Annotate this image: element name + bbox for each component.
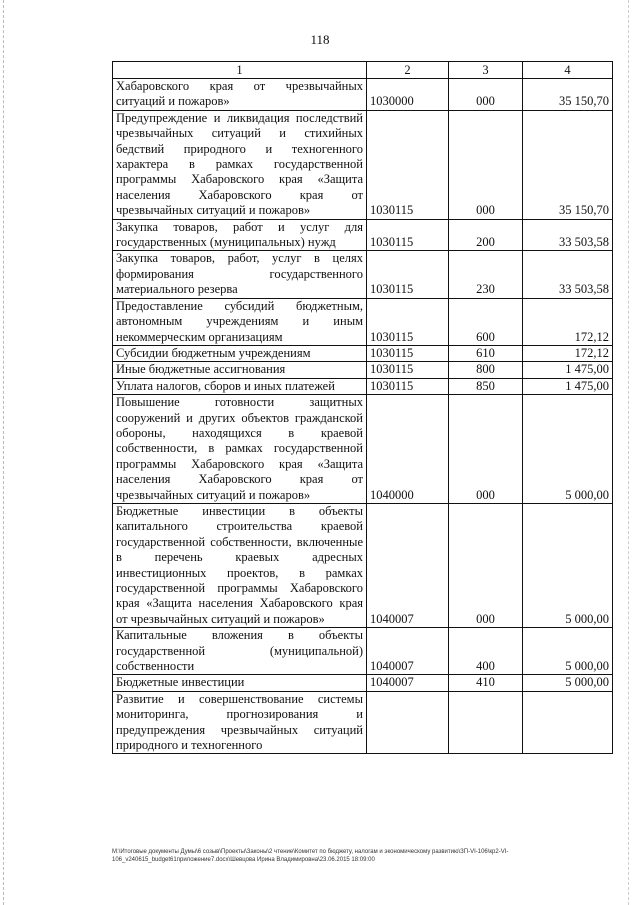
table-row [113,378,613,394]
scan-right-edge [628,0,629,905]
row-name: Предупреждение и ликвидация последствий чрезвычайных ситуаций и стихийных бедствий природного и техногенного характера в рамках государственной программы Хабаровского края «Защита населения Хабаровского края от чрезвычайных ситуаций и пожаров» [113,110,367,219]
header-col-code: 2 [367,62,449,79]
header-row [113,62,613,79]
row-code: 1030115 [367,219,449,251]
header-col-name: 1 [113,62,367,79]
row-name: Развитие и совершенствование системы мониторинга, прогнозирования и предупреждения чрезвычайных ситуаций природного и техногенного [113,691,367,754]
row-code: 1030000 [367,79,449,111]
row-amount: 35 150,70 [523,110,613,219]
row-name: Бюджетные инвестиции в объекты капитального строительства краевой государственной собственности, включенные в перечень краевых адресных инвестиционных проектов, в рамках государственной программы Хабаровского края «Защита населения Хабаровского края от чрезвычайных ситуаций и пожаров» [113,503,367,627]
row-code: 1030115 [367,345,449,361]
row-type: 800 [449,362,523,378]
table-row [113,362,613,378]
row-type: 000 [449,79,523,111]
row-type: 200 [449,219,523,251]
table-row [113,298,613,345]
header-col-type: 3 [449,62,523,79]
row-code [367,691,449,754]
row-type: 400 [449,628,523,675]
header-col-amount: 4 [523,62,613,79]
row-amount: 1 475,00 [523,378,613,394]
row-name: Закупка товаров, работ и услуг для государственных (муниципальных) нужд [113,219,367,251]
row-code: 1030115 [367,110,449,219]
table-row [113,251,613,298]
row-code: 1030115 [367,362,449,378]
table-row [113,503,613,627]
row-code: 1040007 [367,628,449,675]
page-number: 118 [310,32,330,47]
row-amount: 33 503,58 [523,219,613,251]
row-type: 000 [449,395,523,504]
row-amount: 35 150,70 [523,79,613,111]
row-amount: 5 000,00 [523,395,613,504]
row-name: Уплата налогов, сборов и иных платежей [113,378,367,394]
table-header [113,62,613,79]
row-amount: 5 000,00 [523,675,613,691]
table-body [113,79,613,754]
row-name: Повышение готовности защитных сооружений и других объектов гражданской обороны, находящихся в краевой собственности, в рамках государственной программы Хабаровского края «Защита населения Хабаровского края от чрезвычайных ситуаций и пожаров» [113,395,367,504]
row-type: 230 [449,251,523,298]
row-amount: 172,12 [523,298,613,345]
table-row [113,345,613,361]
row-name: Предоставление субсидий бюджетным, автономным учреждениям и иным некоммерческим организациям [113,298,367,345]
row-name: Капитальные вложения в объекты государственной (муниципальной) собственности [113,628,367,675]
row-type: 610 [449,345,523,361]
row-type: 000 [449,110,523,219]
table-row [113,691,613,754]
row-amount: 1 475,00 [523,362,613,378]
scan-left-edge [3,0,4,905]
row-code: 1030115 [367,378,449,394]
file-path-footer: M:\Итоговые документы Думы\6 созыв\Проекты\Законы\2 чтение\Комитет по бюджету, налогам и экономическому развитию\ЗП-VI-106\кр2-VI-106_v240615_budget61приложение7.docx\Шевцова Ирина Владимировна\23.06.2015 18:09:00 [112,849,509,863]
row-code: 1030115 [367,251,449,298]
row-amount: 5 000,00 [523,503,613,627]
table-row [113,79,613,111]
row-type: 850 [449,378,523,394]
row-name: Хабаровского края от чрезвычайных ситуаций и пожаров» [113,79,367,111]
row-type: 600 [449,298,523,345]
row-amount: 33 503,58 [523,251,613,298]
table-row [113,110,613,219]
table-row [113,219,613,251]
row-name: Иные бюджетные ассигнования [113,362,367,378]
table-row [113,395,613,504]
row-code: 1030115 [367,298,449,345]
row-code: 1040000 [367,395,449,504]
row-type: 410 [449,675,523,691]
row-code: 1040007 [367,675,449,691]
row-name: Субсидии бюджетным учреждениям [113,345,367,361]
row-type [449,691,523,754]
row-amount: 172,12 [523,345,613,361]
budget-table [112,61,613,754]
row-code: 1040007 [367,503,449,627]
row-type: 000 [449,503,523,627]
row-name: Бюджетные инвестиции [113,675,367,691]
row-amount: 5 000,00 [523,628,613,675]
table-row [113,628,613,675]
row-name: Закупка товаров, работ, услуг в целях формирования государственного материального резерва [113,251,367,298]
row-amount [523,691,613,754]
table-row [113,675,613,691]
